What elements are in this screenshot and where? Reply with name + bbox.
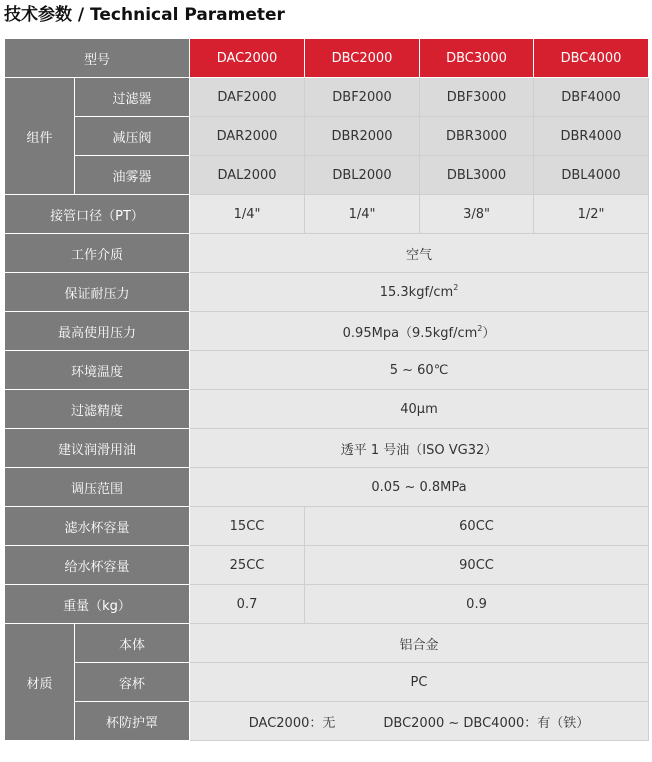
- table-cell: [190, 312, 649, 351]
- table-cell: DBF2000: [305, 78, 420, 117]
- port-size-label: 接管口径（PT）: [5, 195, 190, 234]
- table-cell: [190, 273, 649, 312]
- table-cell: DBL2000: [305, 156, 420, 195]
- table-cell: 铝合金: [190, 624, 649, 663]
- model-cell: DBC4000: [534, 39, 649, 78]
- table-cell: 60CC: [305, 507, 649, 546]
- proof-pressure-value: 15.3kgf/cm: [379, 284, 454, 300]
- max-pressure-value-end: ）: [482, 325, 496, 341]
- material-label: 材质: [5, 624, 75, 741]
- filter-bowl-label: 滤水杯容量: [5, 507, 190, 546]
- table-row: [5, 117, 649, 156]
- proof-pressure-label: 保证耐压力: [5, 273, 190, 312]
- table-row: [5, 429, 649, 468]
- table-row: [5, 468, 649, 507]
- lubricator-bowl-label: 给水杯容量: [5, 546, 190, 585]
- table-row: [5, 507, 649, 546]
- table-cell: DBF3000: [420, 78, 534, 117]
- guard-value-dac: DAC2000：无: [248, 715, 336, 731]
- table-cell: 0.05 ~ 0.8MPa: [190, 468, 649, 507]
- component-label: 减压阀: [75, 117, 190, 156]
- table-cell: DAR2000: [190, 117, 305, 156]
- table-row: [5, 546, 649, 585]
- table-cell: DBL3000: [420, 156, 534, 195]
- bowl-label: 容杯: [75, 663, 190, 702]
- table-row: [5, 390, 649, 429]
- component-label: 油雾器: [75, 156, 190, 195]
- component-label: 过滤器: [75, 78, 190, 117]
- table-row: [5, 273, 649, 312]
- weight-label: 重量（kg）: [5, 585, 190, 624]
- table-cell: DBL4000: [534, 156, 649, 195]
- temperature-label: 环境温度: [5, 351, 190, 390]
- superscript: 2: [453, 282, 459, 292]
- superscript: 2: [477, 323, 483, 333]
- table-row: [5, 663, 649, 702]
- table-row: [5, 234, 649, 273]
- table-cell: DAF2000: [190, 78, 305, 117]
- components-label: 组件: [5, 78, 75, 195]
- guard-value-dbc: DBC2000 ~ DBC4000：有（铁）: [383, 715, 590, 731]
- page-title: 技术参数 / Technical Parameter: [4, 5, 285, 25]
- table-row: [5, 156, 649, 195]
- model-header-label: 型号: [5, 39, 190, 78]
- table-cell: 0.7: [190, 585, 305, 624]
- model-cell: DBC2000: [305, 39, 420, 78]
- table-cell: DBF4000: [534, 78, 649, 117]
- table-cell: 5 ~ 60℃: [190, 351, 649, 390]
- spec-table: [4, 38, 649, 741]
- table-cell: PC: [190, 663, 649, 702]
- table-row: [5, 78, 649, 117]
- table-row: [5, 585, 649, 624]
- guard-label: 杯防护罩: [75, 702, 190, 741]
- table-cell: 0.9: [305, 585, 649, 624]
- table-row: [5, 351, 649, 390]
- filtration-label: 过滤精度: [5, 390, 190, 429]
- table-cell: DBR3000: [420, 117, 534, 156]
- medium-label: 工作介质: [5, 234, 190, 273]
- table-row: [5, 624, 649, 663]
- body-label: 本体: [75, 624, 190, 663]
- table-cell: 空气: [190, 234, 649, 273]
- max-pressure-value: 0.95Mpa（9.5kgf/cm: [342, 325, 478, 341]
- table-row: [5, 195, 649, 234]
- table-cell: [190, 702, 649, 741]
- table-row: [5, 702, 649, 741]
- table-cell: 透平 1 号油（ISO VG32）: [190, 429, 649, 468]
- table-cell: DAL2000: [190, 156, 305, 195]
- model-cell: DAC2000: [190, 39, 305, 78]
- table-row: [5, 39, 649, 78]
- table-cell: 40μm: [190, 390, 649, 429]
- table-cell: 15CC: [190, 507, 305, 546]
- table-cell: DBR2000: [305, 117, 420, 156]
- table-cell: 25CC: [190, 546, 305, 585]
- table-cell: 1/4": [305, 195, 420, 234]
- table-cell: DBR4000: [534, 117, 649, 156]
- table-cell: 1/2": [534, 195, 649, 234]
- table-cell: 3/8": [420, 195, 534, 234]
- table-cell: 90CC: [305, 546, 649, 585]
- table-row: [5, 312, 649, 351]
- lubricant-label: 建议润滑用油: [5, 429, 190, 468]
- table-cell: 1/4": [190, 195, 305, 234]
- model-cell: DBC3000: [420, 39, 534, 78]
- pressure-range-label: 调压范围: [5, 468, 190, 507]
- max-pressure-label: 最高使用压力: [5, 312, 190, 351]
